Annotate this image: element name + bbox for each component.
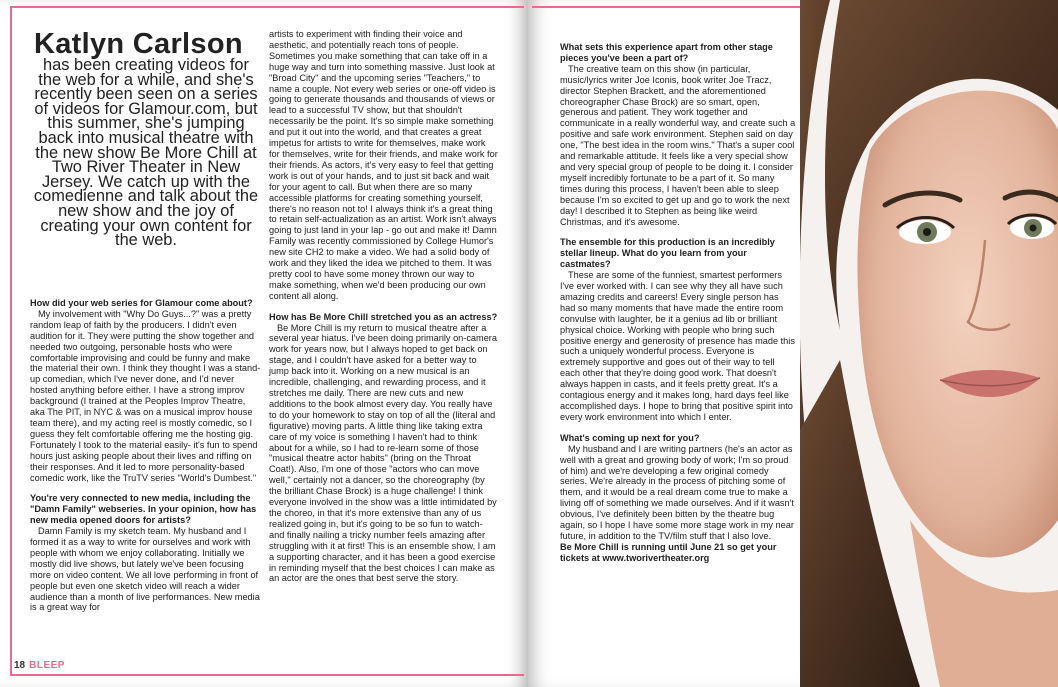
answer: These are some of the funniest, smartest performers I've ever worked with. I can see why they all have such amazing credits and careers! Every single person has had so many moments that have made the entire room convulse with laughter, be it a genius ad lib or brilliant physical choice. Working with people who bring such positive energy and generosity of presence has made this such a uniquely wonderful process. Everyone is extremely supportive and goes out of their way to tell each other that they're doing good work. That doesn't always happen in casts, and it feels pretty great. It's a contagious energy and it makes long, hard days feel like accomplished days. I hope to bring that positive spirit into every work environment into which I enter. [560,270,795,422]
page-folio [14,660,65,671]
answer: My involvement with "Why Do Guys...?" was a pretty random leap of faith by the producers. I didn't even audition for it. They were putting the show together and needed two outgoing, personable hosts who were comfortable improvising and could be funny and make the material their own. I think they thought I was a stand-up comedian, which I've never done, and I'd never hosted anything before either. I have a strong improv background (I trained at the Peoples Improv Theatre, aka The PIT, in NYC & was on a musical improv house team there), and my acting reel is mostly comedic, so I guess they felt comfortable offering me the hosting gig. Fortunately I took to the material easily- it's fun to spend hours just asking people about their lives and riffing on their responses. And it led to more personality-based comedic work, like the TruTV series "World's Dumbest." [30,308,261,483]
question: What sets this experience apart from other stage pieces you've been a part of? [560,42,773,63]
page-border-top-right [532,6,802,8]
column-1 [30,298,262,613]
question: How did your web series for Glamour come about? [30,298,253,308]
question: How has Be More Chill stretched you as an actress? [269,311,498,322]
page-border-bottom [10,674,524,676]
page-border-left [10,6,12,674]
page-border-top [10,6,524,8]
page-number: 18 [14,660,26,671]
closing-note: Be More Chill is running until June 21 so get your tickets at www.tworivertheater.org [560,541,777,563]
question: What's coming up next for you? [560,432,700,443]
answer: The creative team on this show (in particular, music/lyrics writer Joe Iconis, book writer Joe Tracz, director Stephen Brackett, and the aforementioned choreographer Chase Brock) are so smart, open, generous and patient. They work together and communicate in a really wonderful way, and create such a positive and safe work environment. Stephen said on day one, "The best idea in the room wins." That's a super cool and remarkable attitude. It feels like a very special show and very special group of people to be doing it. I consider myself incredibly fortunate to be a part of it. So many times during this process, I haven't been able to sleep because I'm so excited to get up and go to work the next day! I described it to Stephen as being like weird Christmas, and it's awesome. [560,63,796,227]
question: You're very connected to new media, including the "Damn Family" webseries. In your opinion, how has new media opened doors for artists? [30,493,257,526]
answer: Be More Chill is my return to musical theatre after a several year hiatus. I've been doing primarily on-camera work for years now, but I always hoped to get back on stage, and I couldn't have asked for a better way to jump back into it. Working on a new musical is an incredible, challenging, and rewarding process, and it stretches me daily. There are new cuts and new additions to the book almost every day. You really have to do your homework to stay on top of all the (literal and figurative) moving parts. A little thing like taking extra care of my voice is something I haven't had to think about for a while, so I had to re-learn some of those "musical theatre actor habits" (bring on the Throat Coat!). Also, I'm one of those "actors who can move well," certainly not a dancer, so the choreography (by the brilliant Chase Brock) is a huge challenge! I think everyone involved in the show was a little intimidated by the choreo, in that it's more extensive than any of us realized going in, but it's going to be so fun to watch- and finally nailing a tricky number feels amazing after struggling with it at first! This is an ensemble show, I am a supporting character, and it has been a good exercise in reminding myself that the best choices I can make as an actor are the ones that best serve the story. [269,322,497,584]
magazine-brand: BLEEP [29,660,65,671]
column-2 [269,29,498,584]
answer: Damn Family is my sketch team. My husband and I formed it as a way to write for ourselves and work with people with whom we enjoy collaborating. Initially we mostly did live shows, but lately we've been focusing more on video content. We all love performing in front of people but even one sketch video will reach a wider audience than a month of live performances. New media is a great way for [30,526,260,613]
portrait-photo [800,0,1058,687]
answer: artists to experiment with finding their voice and aesthetic, and potentially reach tons of people. Sometimes you make something that can take off in a huge way and turn into something massive. Just look at "Broad City" and the upcoming series "Teachers," to name a couple. Not every web series or one-off video is going to generate thousands and thousands of views or lead to a successful TV show, but that shouldn't necessarily be the point. It's so simple make something and put it out into the world, and that creates a great impetus for artists to write for themselves, make work for themselves, write for their friends, and make work for their friends. As actors, it's very easy to feel that getting work is out of your hands, and to just sit back and wait for your agent to call. But when there are so many accessible platforms for creating something yourself, there's no reason not to! I always think it's a great thing to retain self-actualization as an artist. Work isn't always going to just land in your lap - go out and make it! Damn Family was recently commissioned by College Humor's new site CH2 to make a video. We had a solid body of work and they liked the idea we pitched to them. It was pretty cool to have some money thrown our way to make something, when we'd been producing our own content all along. [269,29,498,301]
answer: My husband and I are writing partners (he's an actor as well with a great and growing body of work; I'm so proud of him) and we're developing a few original comedy series. We're already in the process of pitching some of them, and it would be a real dream come true to make a living off of something we made ourselves. And if it wasn't obvious, I've definitely been bitten by the theatre bug again, so I hope I have some more stage work in my near future, in addition to the TV/film stuff that I also love. [560,443,794,541]
question: The ensemble for this production is an incredibly stellar lineup. What do you learn from your castmates? [560,237,775,270]
column-3 [560,42,796,564]
portrait-illustration [800,0,1058,687]
article-title: Katlyn Carlson [34,28,243,60]
article-intro: has been creating videos for the web for a while, and she's recently been seen on a series of videos for Glamour.com, but this summer, she's jumping back into musical theatre with the new show Be More Chill at Two River Theater in New Jersey. We catch up with the comedienne and talk about the new show and the joy of creating your own content for the web. [33,56,259,250]
